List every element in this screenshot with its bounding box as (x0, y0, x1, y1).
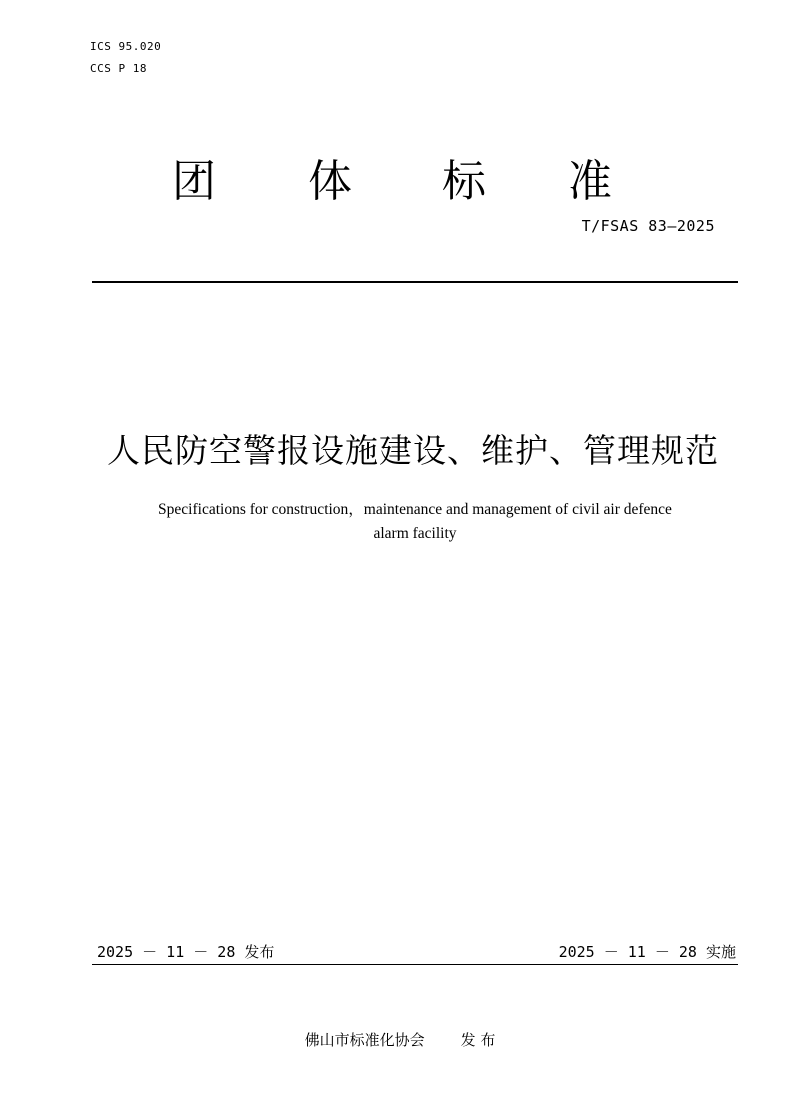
publisher-name: 佛山市标准化协会 (304, 1031, 425, 1049)
standard-type-heading (92, 152, 738, 212)
english-title-line: alarm facility (373, 525, 457, 542)
footer-divider (92, 964, 738, 965)
standard-type-char: 准 (568, 156, 612, 207)
implementation-date: 2025 － 11 － 28 实施 (558, 943, 736, 961)
issue-date: 2025 － 11 － 28 发布 (97, 943, 275, 961)
document-title-chinese: 人民防空警报设施建设、维护、管理规范 (107, 431, 719, 470)
standard-type-char: 标 (442, 156, 486, 207)
standard-type-char: 团 (172, 156, 216, 207)
standard-number: T/FSAS 83—2025 (581, 217, 715, 235)
ccs-code: CCS P 18 (90, 62, 147, 75)
standard-type-char: 体 (308, 156, 352, 207)
publisher-line (0, 1029, 790, 1051)
publish-action: 发 布 (460, 1031, 496, 1049)
header-divider (92, 281, 738, 283)
ics-code: ICS 95.020 (90, 40, 162, 53)
document-title-english (92, 498, 738, 546)
english-title-line: Specifications for construction，maintenance and management of civil air defence (158, 501, 672, 518)
